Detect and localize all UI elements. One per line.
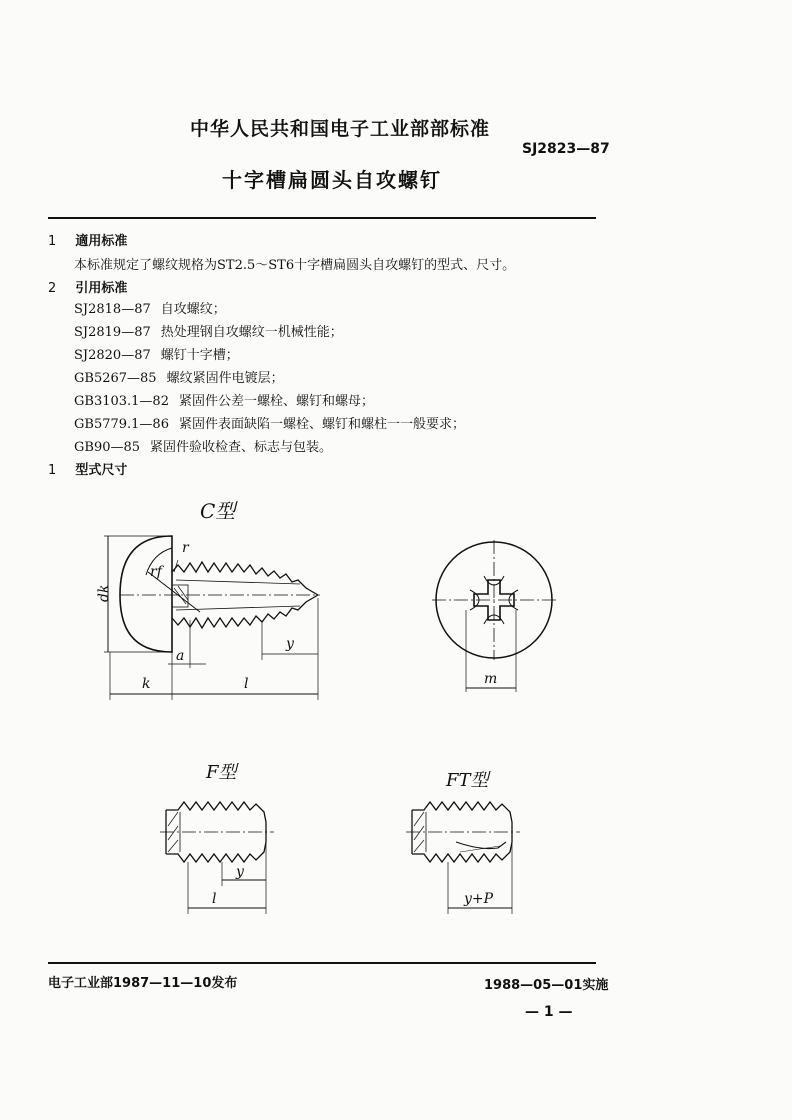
reference-desc: 紧固件表面缺陷一螺栓、螺钉和螺柱一一般要求；: [178, 417, 465, 432]
c-type-label: C型: [200, 499, 236, 523]
dim-k: k: [142, 676, 151, 692]
reference-desc: 紧固件公差一螺栓、螺钉和螺母；: [178, 394, 374, 409]
reference-desc: 螺钉十字槽；: [160, 348, 239, 363]
reference-code: GB5267—85: [74, 371, 157, 386]
ft-type-drawing: [406, 770, 520, 914]
scope-text: 本标准规定了螺纹规格为ST2.5～ST6十字槽扁圆头自攻螺钉的型式、尺寸。: [74, 258, 516, 273]
header-org: 中华人民共和国电子工业部部标准: [190, 118, 491, 140]
standard-number: SJ2823—87: [522, 141, 610, 157]
dim-f-l: l: [212, 891, 217, 907]
reference-desc: 紧固件验收检查、标志与包装。: [150, 440, 333, 455]
reference-code: SJ2818—87: [74, 302, 151, 317]
reference-code: SJ2820—87: [74, 348, 151, 363]
dim-r: r: [182, 540, 189, 556]
section-number: 2: [48, 281, 57, 296]
reference-code: SJ2819—87: [74, 325, 151, 340]
reference-code: GB3103.1—82: [74, 394, 169, 409]
document-title: 十字槽扁圆头自攻螺钉: [222, 168, 442, 192]
section-title: 引用标准: [75, 281, 128, 296]
footer-rule: [48, 962, 596, 964]
issue-date: 电子工业部1987—11—10发布: [48, 976, 238, 991]
section-title: 適用标准: [75, 234, 128, 249]
f-type-label: F型: [206, 762, 237, 783]
dim-dk: dk: [96, 584, 112, 602]
page-number: — 1 —: [525, 1004, 573, 1020]
dim-ft-yp: y+P: [464, 891, 494, 907]
section-number: 1: [48, 463, 57, 478]
reference-desc: 自攻螺纹；: [160, 302, 226, 317]
dim-y: y: [286, 636, 294, 652]
f-type-drawing: [160, 762, 274, 914]
c-type-drawing: [96, 499, 320, 700]
dim-m: m: [484, 671, 498, 687]
section-title: 型式尺寸: [75, 463, 128, 478]
reference-code: GB5779.1—86: [74, 417, 169, 432]
dim-a: a: [176, 648, 185, 664]
reference-desc: 热处理钢自攻螺纹一机械性能；: [160, 325, 343, 340]
ft-type-label: FT型: [446, 770, 489, 791]
dim-rf: rf: [150, 564, 162, 580]
dim-l: l: [244, 676, 249, 692]
implementation-date: 1988—05—01实施: [484, 978, 609, 993]
dim-f-y: y: [236, 864, 244, 880]
reference-code: GB90—85: [74, 440, 141, 455]
top-view-drawing: [432, 540, 556, 692]
section-number: 1: [48, 234, 57, 249]
reference-desc: 螺纹紧固件电镀层；: [166, 371, 284, 386]
